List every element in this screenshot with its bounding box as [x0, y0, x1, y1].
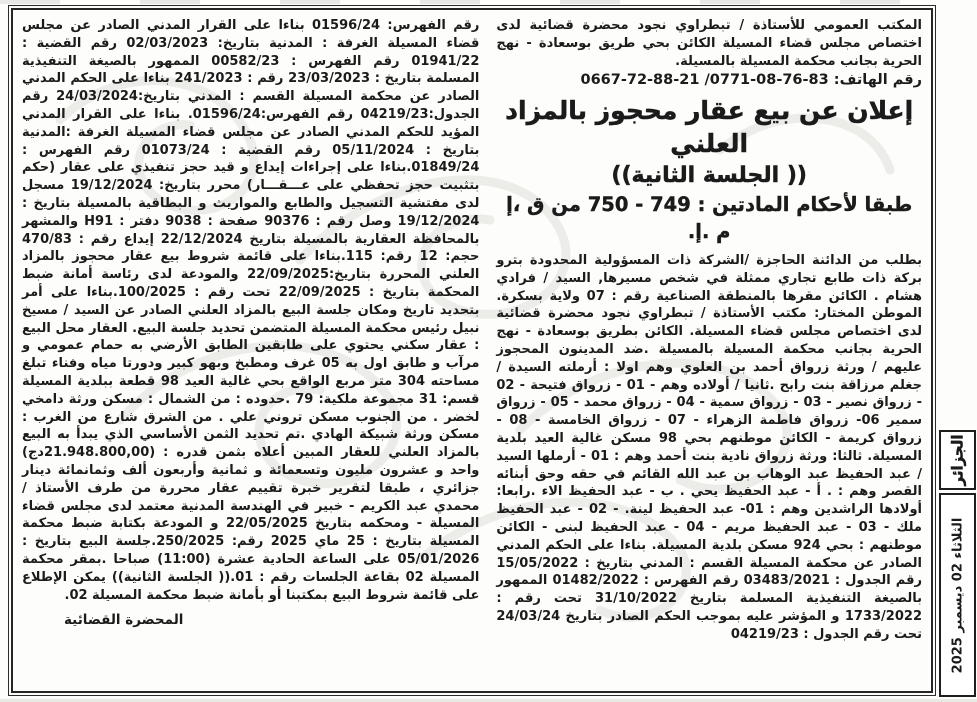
- newspaper-logo-box: [939, 430, 976, 490]
- bailiff-office-header: المكتب العمومي للأستاذة / تبطراوي نجود محضرة قضائية لدى اختصاص مجلس قضاء المسيلة الكائن بحي طريق بوسعادة - نهج الحرية بجانب محكمة المسيلة بالمسيلة.: [496, 18, 922, 69]
- phone-line: [496, 72, 922, 88]
- auction-notice-title: إعلان عن بيع عقار محجوز بالمزاد العلني: [505, 95, 914, 158]
- phone-label: رقم الهاتف:: [828, 71, 922, 88]
- issue-date: الثلاثاء 02 ديسمبر 2025: [950, 517, 965, 673]
- phone-numbers: 0667-72-88-21 /0771-08-76-83: [580, 71, 829, 88]
- newspaper-date-strip: [939, 430, 976, 697]
- second-session-subtitle: (( الجلسة الثانية)): [611, 162, 807, 188]
- right-column: [496, 17, 922, 687]
- notice-inner-border: [11, 8, 933, 693]
- newspaper-name: الجزائر: [948, 434, 967, 486]
- notice-columns: [22, 17, 922, 687]
- left-column: [22, 17, 479, 687]
- scan-artifact-top: [0, 0, 977, 4]
- right-column-body-text: بطلب من الدائنة الحاجزة /الشركة ذات المسؤولية المحدودة بترو بركة ذات طابع تجاري ممثلة في شخص مسيرها, السيد / فرادي هشام . الكائن مقرها بالمنطقة الصناعية رقم : 07 ولاية بسكرة. الموطن المختار: مكتب الأستاذة / تبطراوي نجود محضرة قضائية لدى اختصاص مجلس قضاء المسيلة. الكائن بطريق بوسعادة - نهج الحرية بجانب محكمة المسيلة بالمسيلة .ضد المدينون المحجوز عليهم / ورثة زرواق أحمد بن العلوي وهم اولا : أرملته السيدة / جغلم مرزاقة بنت رابح .ثانيا / أولاده وهم - 01 - زرواق فتيحة - 02 - زرواق نصير - 03 - زرواق سمية - 04 - زرواق محمد - 05 - زرواق سمير 06- زرواق فاطمة الزهراء - 07 - زرواق الخامسة - 08 - زرواق كريمة - الكائن موطنهم بحي 98 مسكن غالية العيد بلدية المسيلة. ثالثا: ورثة زرواق نادية بنت أحمد وهم : 01 - أرملها السيد / عبد الحفيظ عبد الوهاب بن عبد الله القائم في حقه وحق أبنائه القصر وهم : . أ - عبد الحفيظ يحي . ب - عبد الحفيظ الاء .رابعا: أولادها الراشدين وهم : 01- عبد الحفيظ لينة. - 02 - عبد الحفيظ ملك - 03 - عبد الحفيظ مريم - 04 - عبد الحفيظ لبنى - الكائن موطنهم : بحي 924 مسكن بلدية المسيلة. بناءا على الحكم المدني الصادر عن محكمة المسيلة القسم : المدني بتاريخ : 15/05/2022 رقم الجدول : 03483/2021 رقم الفهرس : 01482/2022 الممهور بالصيغة التنفيذية المسلمة بتاريخ 31/10/2022 تحت رقم : 1733/2022 و المؤشر عليه بموجب الحكم الصادر بتاريخ 24/03/24 تحت رقم الجدول : 04219/23: [496, 253, 923, 642]
- bailiff-signature: المحضرة القضائية: [64, 612, 184, 629]
- issue-date-box: [939, 493, 976, 697]
- left-column-body-text: رقم الفهرس: 01596/24 بناءا على القرار المدني الصادر عن مجلس قضاء المسيلة الغرفة : المدنية بتاريخ: 02/03/2023 رقم القضية : 01941/22 رقم الفهرس : 00582/23 الممهور بالصيغة التنفيذية المسلمة بتاريخ : 23/03/2023 رقم : 241/2023 بناءا على الحكم المدني الصادر عن محكمة المسيلة القسم : المدني بتاريخ:24/03/2024 رقم الجدول:04219/23 رقم الفهرس:01596/24. بناءا على القرار المدني المؤيد للحكم المدني الصادر عن مجلس قضاء المسيلة الغرفة :المدنية بتاريخ : 05/11/2024 رقم القضية : 01073/24 رقم الفهرس : 01849/24.بناءا على إجراءات إيداع و قيد حجز تنفيذي على عقار (حكم بتثبيت حجز تحفظي على عـــقـــار) محرر بتاريخ: 19/12/2024 مسجل لدى مفتشية التسجيل والطابع والمواريث و البطاقية بالمسيلة بتاريخ : 19/12/2024 وصل رقم : 90376 صفحة : 9038 دفتر : H91 والمشهر بالمحافظة العقارية بالمسيلة بتاريخ 22/12/2024 إيداع رقم : 470/83 حجم: 12 رقم: 115.بناءا على قائمة شروط بيع عقار محجوز بالمزاد العلني المحررة بتاريخ:22/09/2025 والمودعة لدى رئاسة أمانة ضبط المحكمة بتاريخ : 22/09/2025 تحت رقم : 100/2025.بناءا على أمر بتحديد تاريخ ومكان جلسة البيع بالمزاد العلني الصادر عن السيد / مسيخ نبيل رئيس محكمة المسيلة المتضمن تحديد جلسة البيع. العقار محل البيع : عقار سكني يحتوي على طابقين الطابق الأرضي به حمام عمومي و مرآب و طابق اول به 05 غرف ومطبخ وبهو كبير ودورتا مياه وفناء تبلغ مساحته 304 متر مربع الواقع بحي غالية العيد 98 قطعة ببلدية المسيلة قسم: 31 مجموعة ملكية: 79 .حدوده : من الشمال : مسكن ورثة دامخي لخضر . من الجنوب مسكن تروني علي . من الشرق شارع من الغرب : مسكن ورثة شبيكة الهادي .تم تحديد الثمن الأساسي الذي يبدأ به البيع بالمزاد العلني للعقار المبين أعلاه بثمن قدره : (21.948.800,00دج) واحد و عشرون مليون وتسعمائة و ثمانية وأربعون ألف وثمانمائة دينار جزائري ، طبقا لتقرير خبرة تقييم عقار محررة من طرف الأستاذ / محمدي عبد الكريم - خبير في الهندسة المدنية معتمد لدى مجلس قضاء المسيلة - ومحكمه بتاريخ 22/05/2025 و المودعة بكتابة ضبط محكمة المسيلة بتاريخ : 25 ماي 2025 رقم: 250/2025.جلسة البيع بتاريخ : 05/01/2026 على الساعة الحادية عشرة (11:00) صباحا .بمقر محكمة المسيلة 02 بقاعة الجلسات رقم : 01.(( الجلسة الثانية)) يمكن الإطلاع على قائمة شروط البيع بمكتبنا أو بأمانة ضبط محكمة المسيلة 02.: [22, 18, 480, 603]
- notice-outer-border: [8, 5, 936, 696]
- legal-articles-line: طبقا لأحكام المادتين : 749 - 750 من ق ،إ م .إ.: [506, 193, 913, 243]
